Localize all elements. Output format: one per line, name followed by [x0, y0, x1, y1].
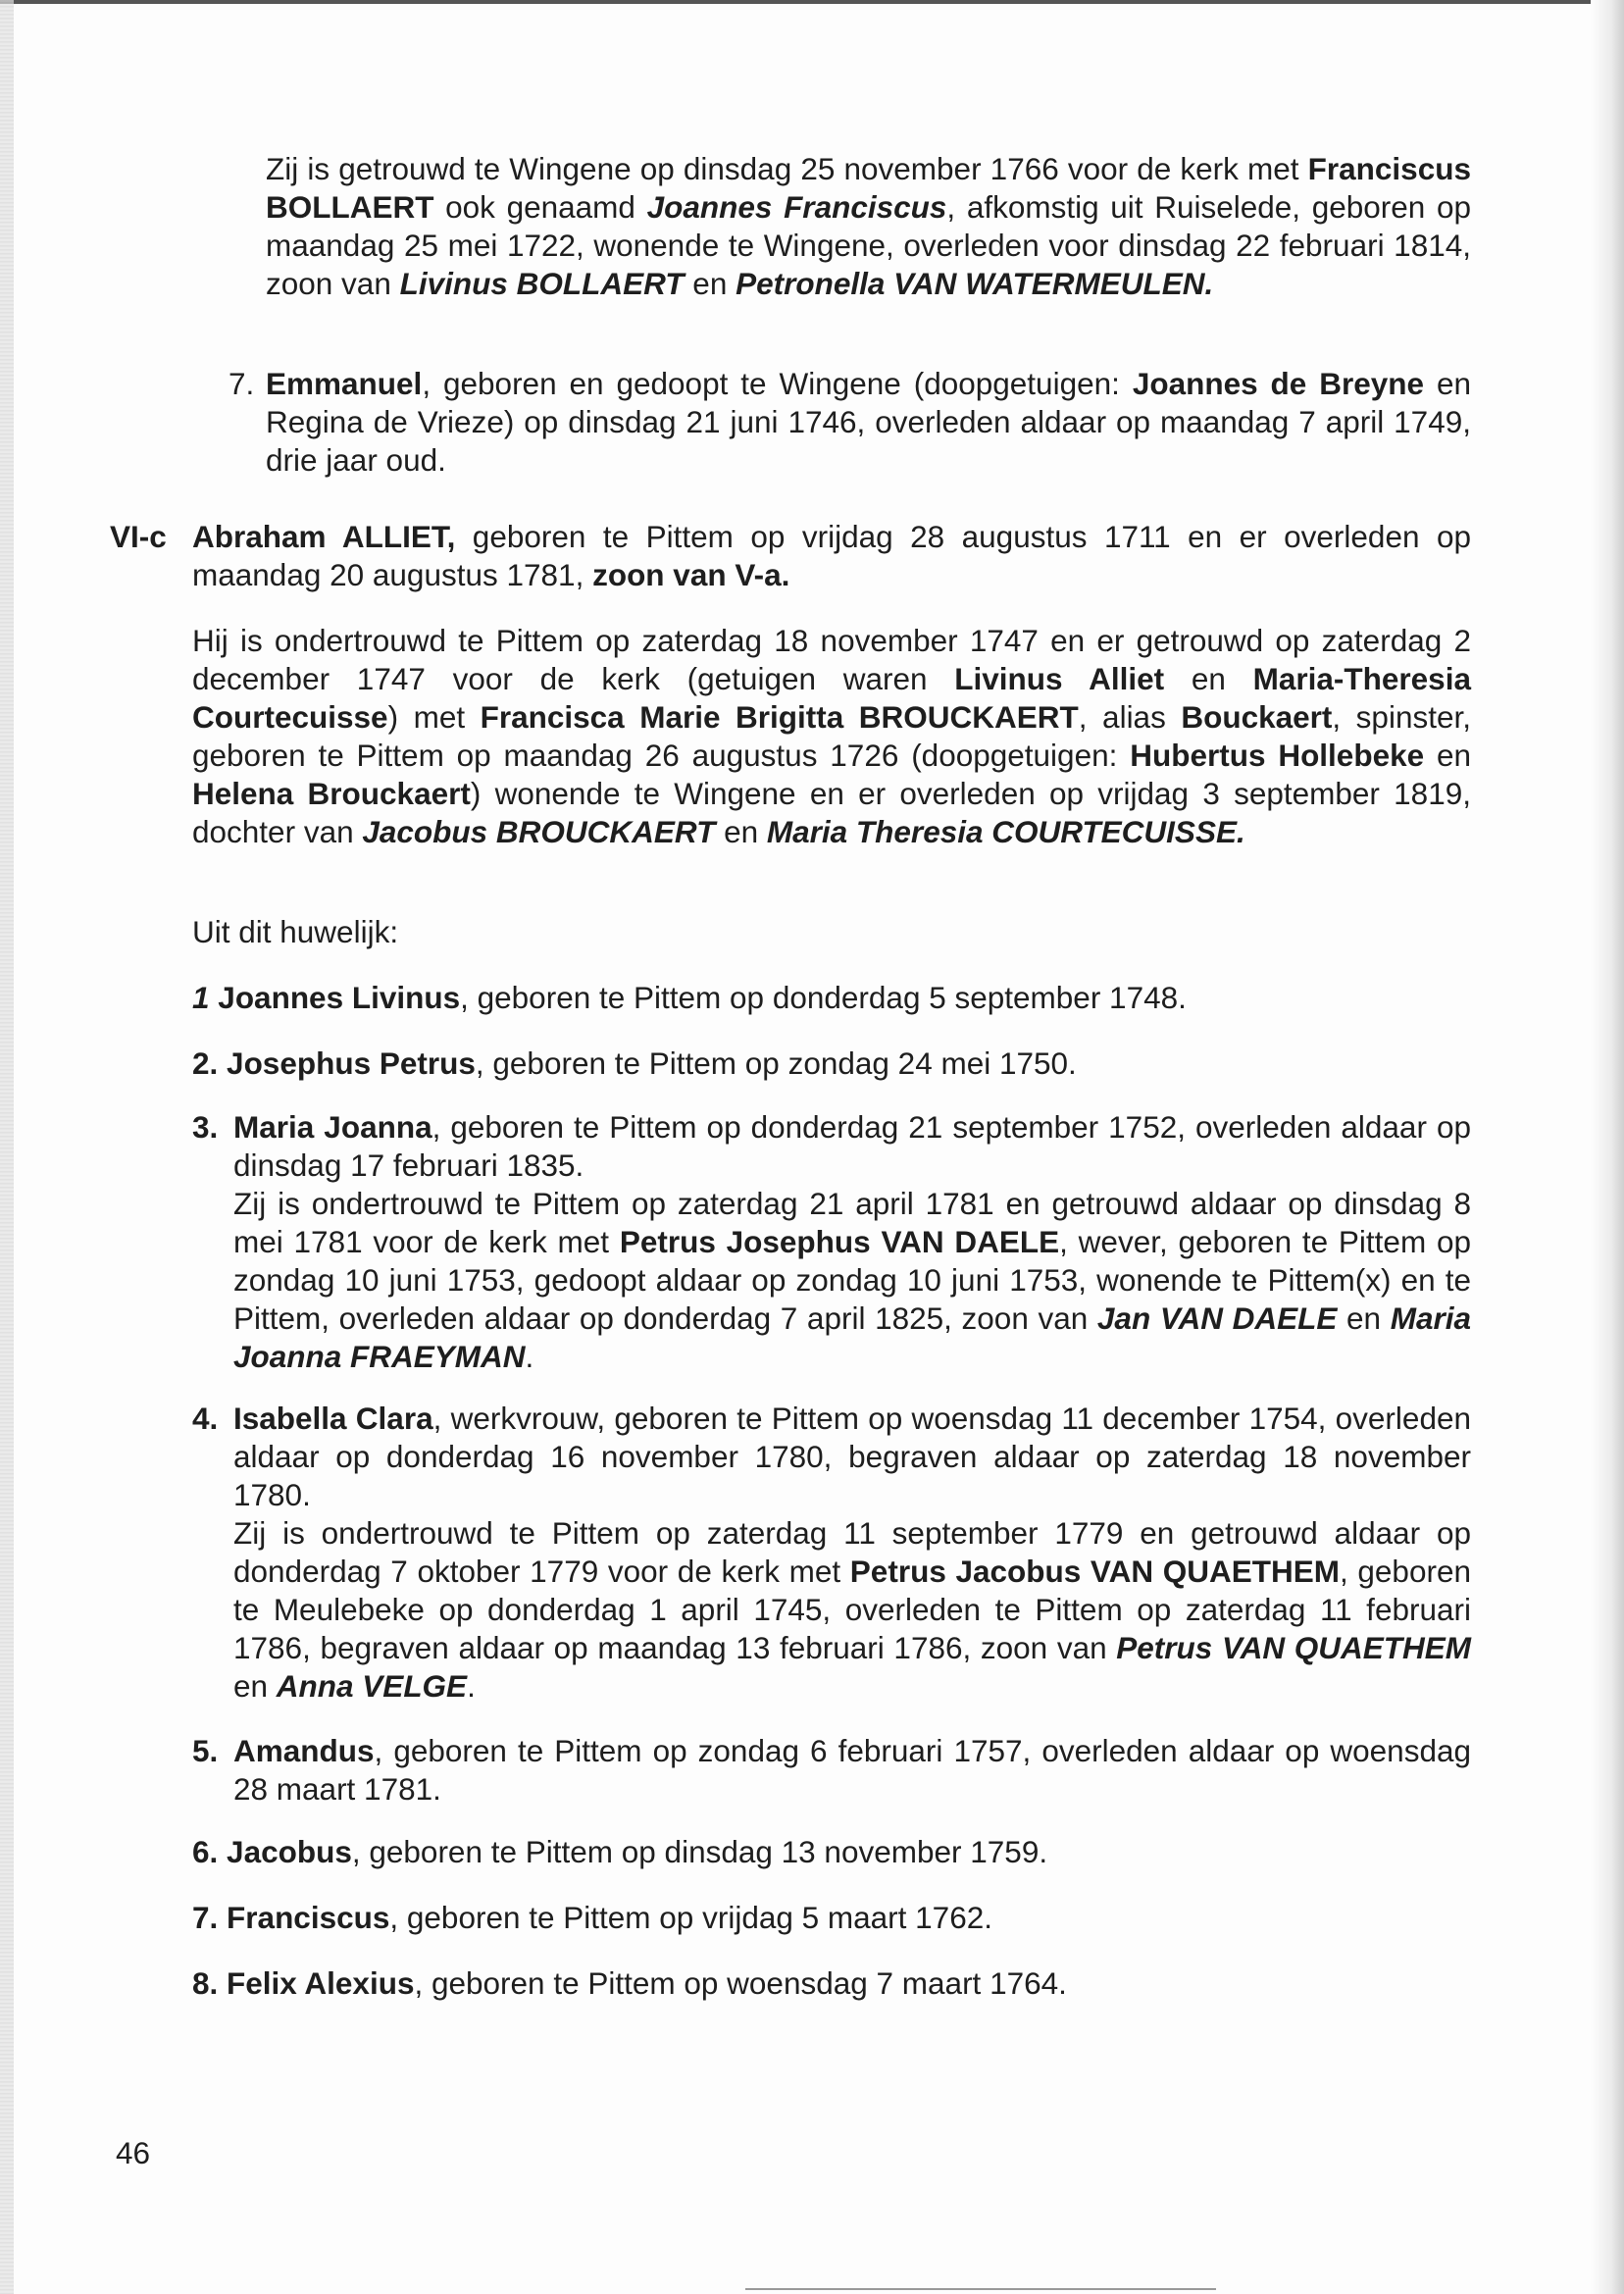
page-number: 46	[116, 2135, 151, 2170]
generation-label: VI-c	[110, 519, 167, 554]
text: , geboren te Pittem op woensdag 7 maart 1764.	[414, 1965, 1067, 2001]
person-name: Abraham ALLIET,	[192, 519, 456, 554]
text: , geboren te Pittem op zondag 6 februari 1757, overleden aldaar op woensdag 28 maart 1781.	[233, 1733, 1471, 1807]
text: , geboren te Pittem op donderdag 5 september 1748.	[460, 980, 1187, 1015]
witness-name: Hubertus Hollebeke	[1130, 738, 1425, 773]
child-entry-emmanuel	[228, 365, 1471, 480]
text: , geboren te Pittem op dinsdag 13 november 1759.	[351, 1834, 1048, 1869]
mother-name: Petronella VAN WATERMEULEN.	[736, 266, 1214, 301]
child-name: Felix Alexius	[227, 1965, 415, 2001]
text: ) met	[387, 699, 481, 735]
child-entry-1	[192, 979, 1471, 1017]
text: ook genaamd	[433, 189, 647, 225]
child-name: Joannes Livinus	[218, 980, 461, 1015]
scan-bottom-line	[745, 2288, 1216, 2290]
scan-top-edge	[0, 0, 1624, 4]
child-entry-3	[192, 1108, 1471, 1376]
witness-name: Maria-Theresia Courtecuisse	[192, 661, 1471, 735]
text: , afkomstig uit Ruiselede, geboren op maandag 25 mei 1722, wonende te Wingene, overleden voor dinsdag 22 februari 1814, zoon van	[266, 189, 1471, 301]
text: Hij is ondertrouwd te Pittem op zaterdag 18 november 1747 en er getrouwd op zaterdag 2 december 1747 voor de kerk (getuigen waren	[192, 623, 1471, 696]
text: .	[525, 1339, 534, 1374]
list-number: 8.	[192, 1965, 219, 2001]
text: , werkvrouw, geboren te Pittem op woensdag 11 december 1754, overleden aldaar op donderdag 16 november 1780, begraven aldaar op zaterdag 18 november 1780.	[233, 1401, 1471, 1512]
text: , geboren te Meulebeke op donderdag 1 april 1745, overleden te Pittem op zaterdag 11 februari 1786, begraven aldaar op maandag 13 februari 1786, zoon van	[233, 1554, 1471, 1665]
text: , alias	[1078, 699, 1182, 735]
text: Zij is getrouwd te Wingene op dinsdag 25 november 1766 voor de kerk met	[266, 151, 1308, 186]
generation-entry-vi-c	[110, 518, 1471, 594]
child-name: Maria Joanna	[233, 1109, 432, 1145]
spouse-name: Petrus Jacobus VAN QUAETHEM	[849, 1554, 1340, 1589]
child-entry-7	[192, 1899, 1471, 1937]
text: en	[715, 814, 767, 849]
child-entry-6	[192, 1833, 1471, 1871]
spouse-alias: Bouckaert	[1181, 699, 1333, 735]
scan-right-edge	[1591, 0, 1624, 2294]
list-number: 4.	[192, 1401, 219, 1436]
children-heading: Uit dit huwelijk:	[192, 914, 399, 949]
marriage-paragraph-1	[266, 150, 1471, 303]
father-name: Jan VAN DAELE	[1096, 1300, 1338, 1336]
text: Zij is ondertrouwd te Pittem op zaterdag 11 september 1779 en getrouwd aldaar op donderdag 7 oktober 1779 voor de kerk met	[233, 1515, 1471, 1589]
spouse-name: Francisca Marie Brigitta BROUCKAERT	[480, 699, 1079, 735]
text: , geboren te Pittem op donderdag 21 september 1752, overleden aldaar op dinsdag 17 februari 1835.	[233, 1109, 1471, 1183]
list-number: 7.	[228, 366, 255, 401]
child-entry-5	[192, 1732, 1471, 1809]
text: Zij is ondertrouwd te Pittem op zaterdag 21 april 1781 en getrouwd aldaar op dinsdag 8 mei 1781 voor de kerk met	[233, 1186, 1471, 1259]
text: , geboren te Pittem op vrijdag 5 maart 1762.	[389, 1900, 992, 1935]
text: en	[1424, 738, 1471, 773]
father-name: Livinus BOLLAERT	[399, 266, 685, 301]
text: en	[233, 1668, 277, 1704]
list-number: 1	[192, 980, 210, 1015]
text: en Regina de Vrieze) op dinsdag 21 juni 1746, overleden aldaar op maandag 7 april 1749, drie jaar oud.	[266, 366, 1471, 478]
scan-left-edge	[0, 0, 14, 2294]
father-name: Petrus VAN QUAETHEM	[1116, 1630, 1471, 1665]
list-number: 5.	[192, 1733, 219, 1768]
mother-name: Maria Theresia COURTECUISSE.	[766, 814, 1245, 849]
mother-name: Anna VELGE	[276, 1668, 468, 1704]
text: en	[1164, 661, 1253, 696]
person-name: Franciscus BOLLAERT	[266, 151, 1471, 225]
text: , geboren te Pittem op zondag 24 mei 1750.	[475, 1045, 1077, 1081]
text: , geboren en gedoopt te Wingene (doopgetuigen:	[422, 366, 1133, 401]
child-name: Amandus	[233, 1733, 375, 1768]
list-number: 6.	[192, 1834, 219, 1869]
text: , spinster, geboren te Pittem op maandag 26 augustus 1726 (doopgetuigen:	[192, 699, 1471, 773]
mother-name: Maria Joanna FRAEYMAN	[233, 1300, 1471, 1374]
witness-name: Helena Brouckaert	[192, 776, 471, 811]
text: , wever, geboren te Pittem op zondag 10 juni 1753, gedoopt aldaar op zondag 10 juni 1753, wonende te Pittem(x) en te Pittem, overleden aldaar op donderdag 7 april 1825, zoon van	[233, 1224, 1471, 1336]
child-name: Franciscus	[227, 1900, 390, 1935]
text: en	[1337, 1300, 1391, 1336]
child-name: Josephus Petrus	[227, 1045, 476, 1081]
list-number: 7.	[192, 1900, 219, 1935]
person-alias: Joannes Franciscus	[646, 189, 947, 225]
list-number: 2.	[192, 1045, 219, 1081]
child-entry-8	[192, 1964, 1471, 2003]
child-name: Jacobus	[227, 1834, 352, 1869]
father-name: Jacobus BROUCKAERT	[362, 814, 716, 849]
text: en	[684, 266, 736, 301]
text: ) wonende te Wingene en er overleden op vrijdag 3 september 1819, dochter van	[192, 776, 1471, 849]
text: .	[467, 1668, 476, 1704]
child-entry-4	[192, 1400, 1471, 1706]
child-name: Isabella Clara	[233, 1401, 433, 1436]
spouse-name: Petrus Josephus VAN DAELE	[619, 1224, 1060, 1259]
child-name: Emmanuel	[266, 366, 423, 401]
text: geboren te Pittem op vrijdag 28 augustus 1711 en er overleden op maandag 20 augustus 1781,	[192, 519, 1471, 592]
witness-name: Livinus Alliet	[954, 661, 1165, 696]
marriage-paragraph-2	[192, 622, 1471, 851]
witness-name: Joannes de Breyne	[1132, 366, 1425, 401]
child-entry-2	[192, 1045, 1471, 1083]
parent-reference: zoon van V-a.	[592, 557, 790, 592]
list-number: 3.	[192, 1109, 219, 1145]
